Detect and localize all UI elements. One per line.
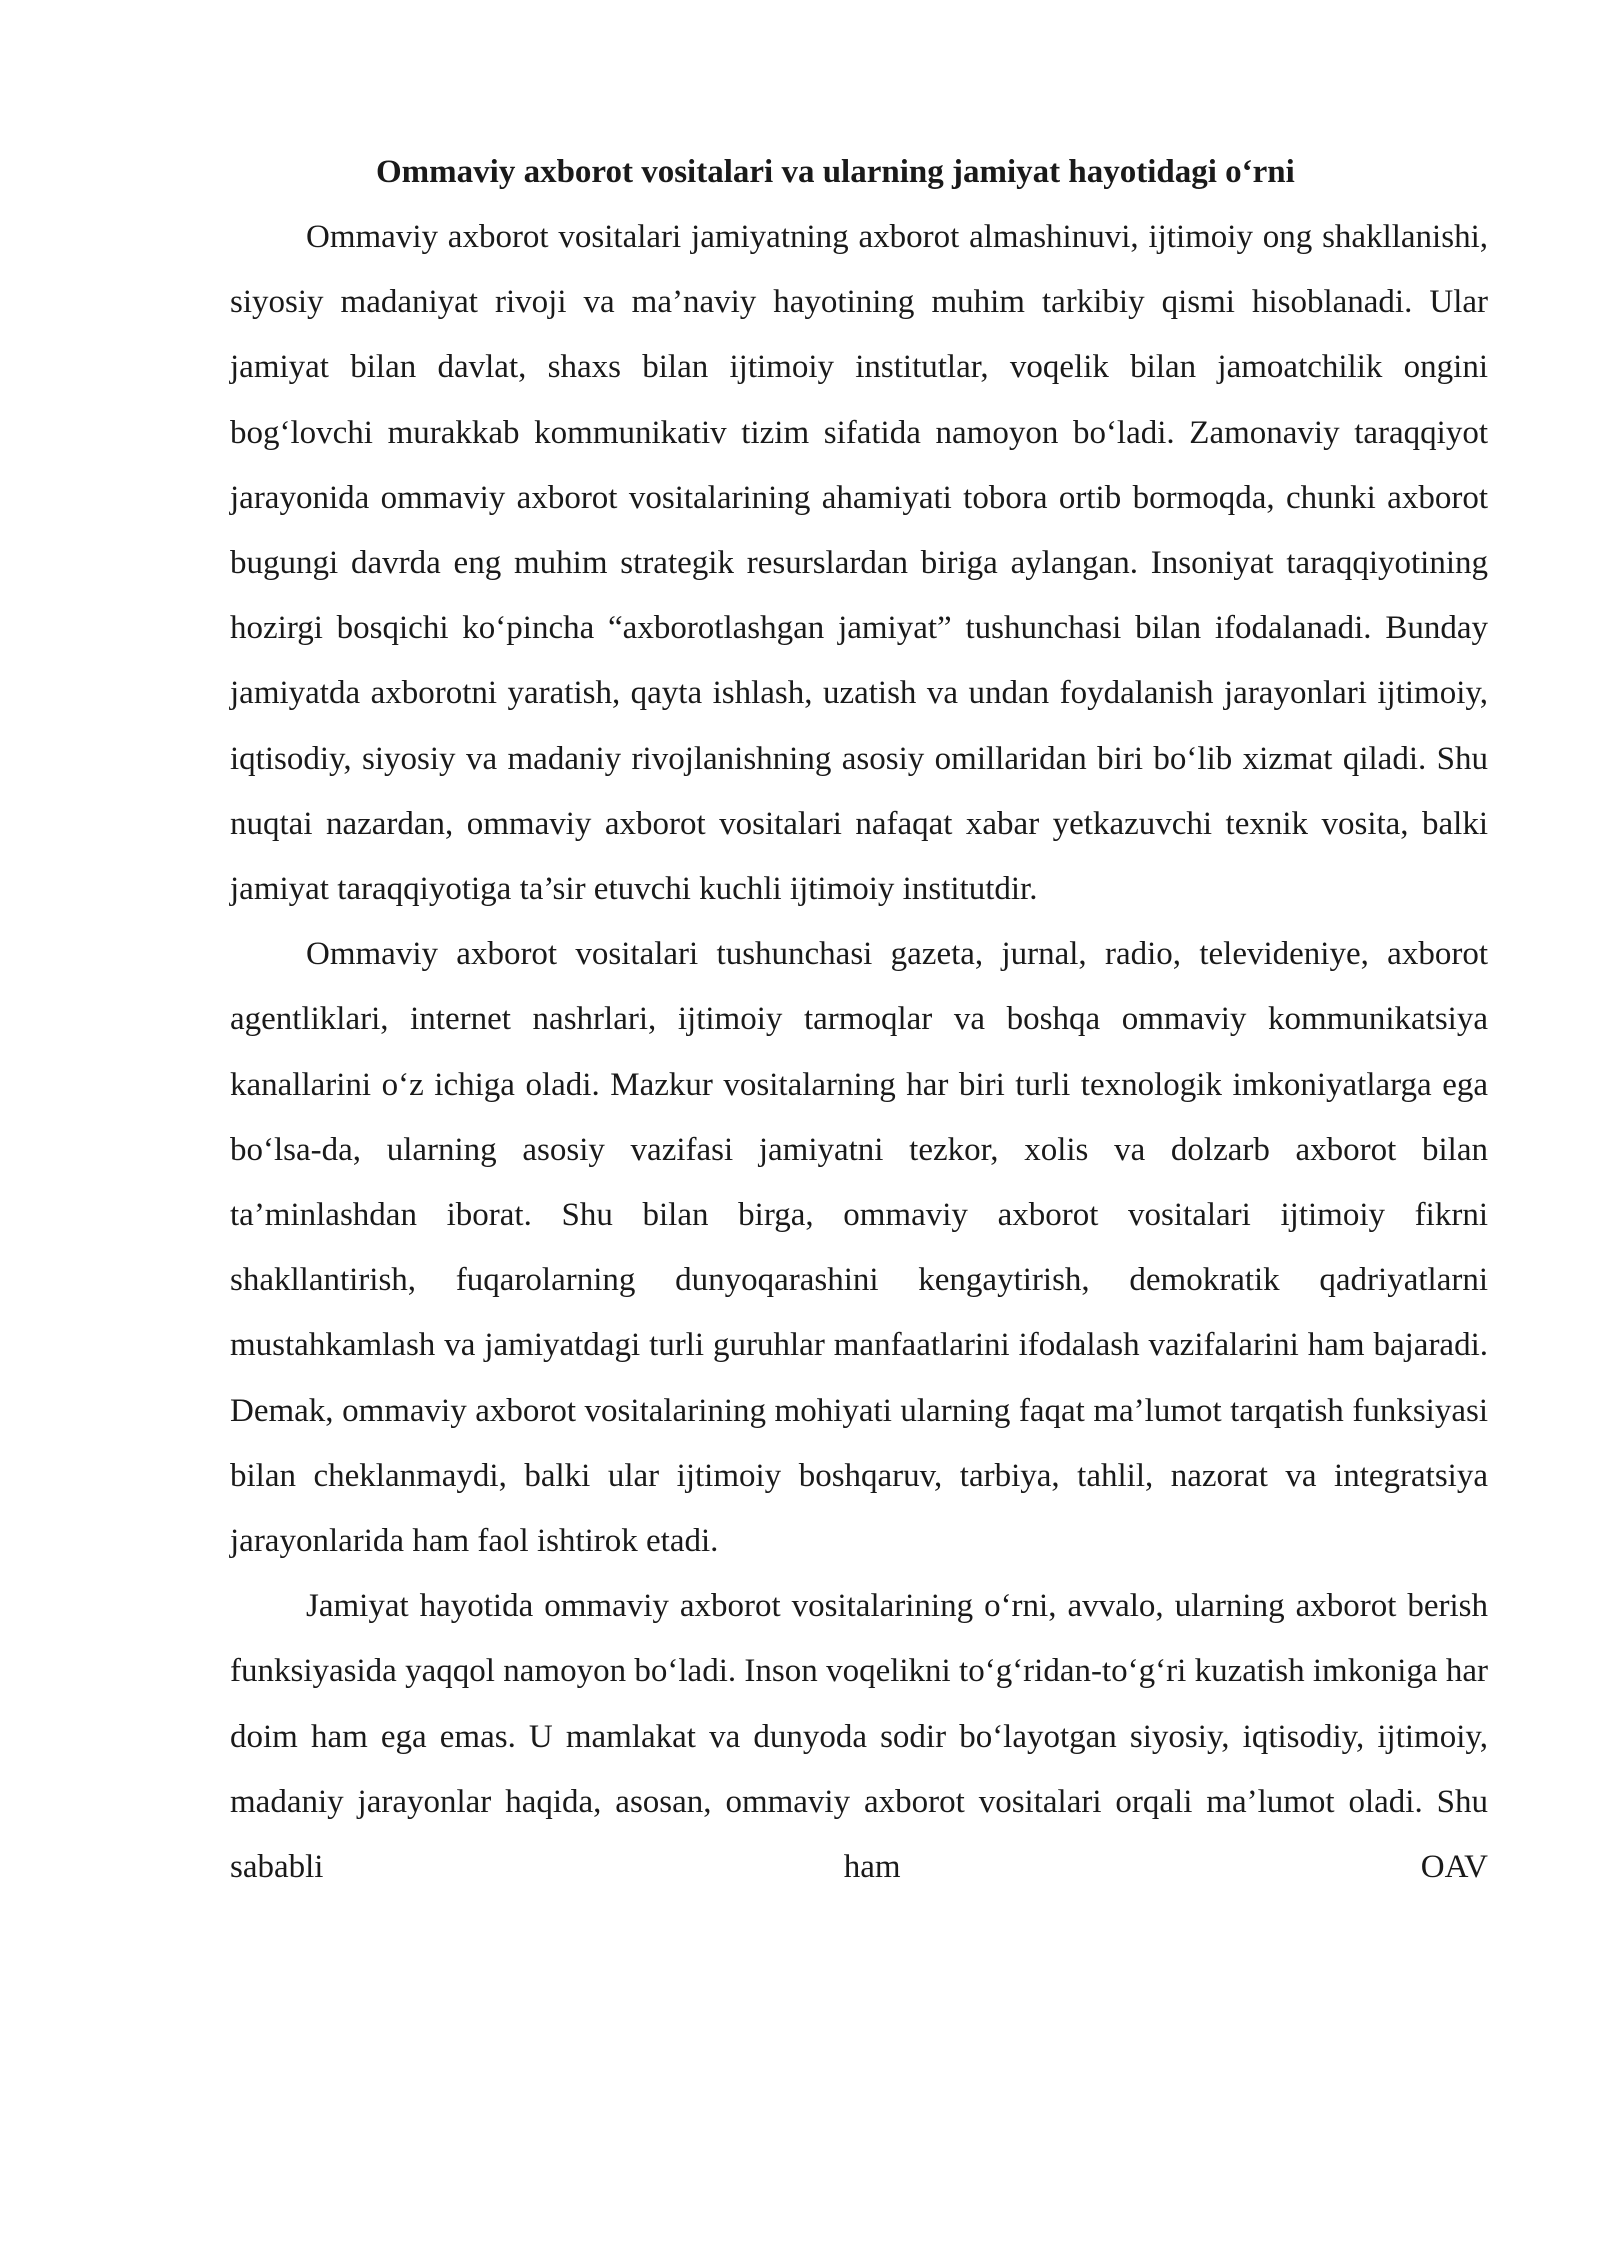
paragraph-1: Ommaviy axborot vositalari jamiyatning axborot almashinuvi, ijtimoiy ong shakllanishi, siyosiy madaniyat rivoji va ma’naviy hayotining muhim tarkibiy qismi hisoblanadi. Ular jamiyat bilan davlat, shaxs bilan ijtimoiy institutlar, voqelik bilan jamoatchilik ongini bog‘lovchi murakkab kommunikativ tizim sifatida namoyon bo‘ladi. Zamonaviy taraqqiyot jarayonida ommaviy axborot vositalarining ahamiyati tobora ortib bormoqda, chunki axborot bugungi davrda eng muhim strategik resurslardan biriga aylangan. Insoniyat taraqqiyotining hozirgi bosqichi ko‘pincha “axborotlashgan jamiyat” tushunchasi bilan ifodalanadi. Bunday jamiyatda axborotni yaratish, qayta ishlash, uzatish va undan foydalanish jarayonlari ijtimoiy, iqtisodiy, siyosiy va madaniy rivojlanishning asosiy omillaridan biri bo‘lib xizmat qiladi. Shu nuqtai nazardan, ommaviy axborot vositalari nafaqat xabar yetkazuvchi texnik vosita, balki jamiyat taraqqiyotiga ta’sir etuvchi kuchli ijtimoiy institutdir. bbox=[230, 219, 1488, 908]
paragraph-2: Ommaviy axborot vositalari tushunchasi gazeta, jurnal, radio, televideniye, axborot agentliklari, internet nashrlari, ijtimoiy tarmoqlar va boshqa ommaviy kommunikatsiya kanallarini o‘z ichiga oladi. Mazkur vositalarning har biri turli texnologik imkoniyatlarga ega bo‘lsa-da, ularning asosiy vazifasi jamiyatni tezkor, xolis va dolzarb axborot bilan ta’minlashdan iborat. Shu bilan birga, ommaviy axborot vositalari ijtimoiy fikrni shakllantirish, fuqarolarning dunyoqarashini kengaytirish, demokratik qadriyatlarni mustahkamlash va jamiyatdagi turli guruhlar manfaatlarini ifodalash vazifalarini ham bajaradi. Demak, ommaviy axborot vositalarining mohiyati ularning faqat ma’lumot tarqatish funksiyasi bilan cheklanmaydi, balki ular ijtimoiy boshqaruv, tarbiya, tahlil, nazorat va integratsiya jarayonlarida ham faol ishtirok etadi. bbox=[230, 936, 1488, 1560]
document-title: Ommaviy axborot vositalari va ularning jamiyat hayotidagi o‘rni bbox=[376, 154, 1295, 190]
paragraph-3: Jamiyat hayotida ommaviy axborot vositalarining o‘rni, avvalo, ularning axborot berish funksiyasida yaqqol namoyon bo‘ladi. Inson voqelikni to‘g‘ridan-to‘g‘ri kuzatish imkoniga har doim ham ega emas. U mamlakat va dunyoda sodir bo‘layotgan siyosiy, iqtisodiy, ijtimoiy, madaniy jarayonlar haqida, asosan, ommaviy axborot vositalari orqali ma’lumot oladi. Shu sababli ham OAV bbox=[230, 1588, 1488, 1886]
document-body bbox=[230, 140, 1488, 1900]
